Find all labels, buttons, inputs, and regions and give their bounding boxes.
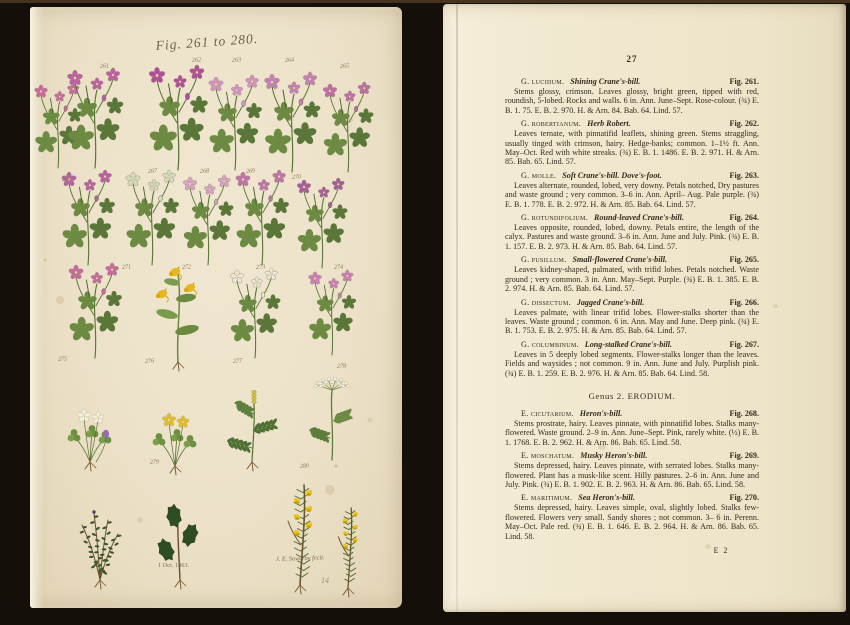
figure-number-label: 277: [232, 357, 243, 365]
species-name: G. robertianum.: [521, 119, 582, 129]
entry-description: Leaves palmate, with linear trifid lobes. Flower-stalks shorter than the leaves. Waste ground ; common. 6 in. Ann. May and June. Deep pink. (¾) E. B. 1. 753. E. B. 2. 975. H. & Arn. 85. Bab. 64. Lind. 57.: [505, 307, 759, 336]
entry-header: [505, 255, 759, 264]
species-entry: [505, 171, 759, 209]
figure-reference: Fig. 264.: [729, 213, 759, 223]
entry-description: Leaves opposite, rounded, lobed, downy. Petals entire, the length of the calyx. Pastures and waste ground. 3–6 in. Ann. June and July. Pink. (¾) E. B. 1. 157. E. B. 2. 973. H. & Arn. 85. Bab. 64. Lind. 57.: [505, 223, 759, 251]
entry-header: [505, 171, 759, 180]
figure-number-label: 274: [333, 263, 344, 271]
species-name: G. molle.: [521, 170, 557, 180]
plate-date: 1 Oct. 1863.: [158, 562, 190, 569]
figure-number-label: 270: [291, 173, 302, 181]
entry-header: [505, 298, 759, 307]
figure-reference: Fig. 261.: [729, 77, 759, 86]
page-left-plate: [30, 7, 402, 608]
common-name: Small-flowered Crane's-bill.: [572, 255, 667, 265]
figure-number-label: 263: [231, 56, 242, 64]
figure-reference: Fig. 266.: [729, 297, 759, 307]
figure-number-label: 272: [181, 263, 192, 271]
common-name: Herb Robert.: [587, 119, 631, 129]
figure-number-label: 261: [99, 62, 110, 70]
species-entry: [505, 493, 759, 541]
plate-caption: Fig. 261 to 280.: [155, 30, 259, 53]
species-entry: [505, 298, 759, 336]
species-entry: [505, 340, 759, 378]
figure-number-label: 273: [255, 263, 266, 271]
species-name: G. rotundifolium.: [521, 213, 589, 223]
figure-number-label: 262: [191, 56, 202, 64]
species-name: G. dissectum.: [521, 297, 571, 307]
entry-header: [505, 77, 759, 86]
foxing-spot: [44, 259, 46, 261]
entry-header: [505, 409, 759, 418]
entry-description: Leaves ternate, with pinnatifid leaflets, shining green. Stems straggling, usually tinged with crimson, hairy. Hedge-banks; common. 1–1½ ft. Ann. May–Oct. Red with white streaks. (¾) E. B. 1. 1486. E. B. 2. 971. H. & Arn. 85. Bab. 65. Lind. 57.: [505, 129, 759, 167]
entry-description: Stems glossy, crimson. Leaves glossy, bright green, tipped with red, roundish, 5-lobed. Rocks and walls. 6 in. Ann. June–Sept. Rose-colour. (¾) E. B. 1. 75. E. B. 2. 970. H. & Arn. 84. Bab. 64. Lind. 57.: [505, 87, 759, 115]
species-entry: [505, 213, 759, 251]
figure-reference: Fig. 262.: [729, 119, 759, 129]
common-name: Heron's-bill.: [579, 408, 623, 418]
foxing-spot: [325, 485, 335, 495]
figure-number-label: 279: [149, 458, 160, 466]
entry-header: [505, 493, 759, 502]
figure-number-label: 264: [284, 56, 295, 64]
figure-number-label: 268: [199, 167, 210, 175]
page-number: 27: [626, 54, 638, 64]
pencil-mark: 14: [321, 576, 329, 585]
common-name: Sea Heron's-bill.: [578, 493, 635, 503]
species-entry: [505, 255, 759, 293]
figure-number-label: 275: [57, 355, 68, 363]
printers-signature: E 2: [713, 546, 729, 555]
foxing-spot: [56, 296, 64, 304]
species-entry: [505, 119, 759, 167]
species-name: G. columbinum.: [521, 339, 579, 349]
entry-description: Leaves kidney-shaped, palmated, with trifid lobes. Petals notched. Waste ground ; very common. 3 in. Ann. May–Sept. Purple. (¾) E. B. 1. 385. E. B. 2. 974. H. & Arn. 85. Bab. 64. Lind. 57.: [505, 265, 759, 294]
figure-number-label: 266: [61, 175, 72, 183]
species-entry: [505, 451, 759, 489]
foxing-spot: [335, 465, 338, 468]
figure-number-label: 278: [336, 362, 347, 370]
figure-reference: Fig. 269.: [729, 451, 759, 461]
entry-description: Stems prostrate, hairy. Leaves pinnate, with pinnatifid lobes. Stalks many-flowered. Waste ground. 2–9 in. Ann. June–Sept. Pink, rarely white. (½) E. B. 1. 1768. E. B. 2. 962. H. & Arn. 86. Bab. 65. Lind. 58.: [505, 418, 759, 447]
species-name: E. moschatum.: [521, 451, 575, 461]
page-right-text: [443, 4, 846, 612]
species-name: E. maritimum.: [521, 493, 573, 503]
text-column: [505, 54, 759, 555]
figure-reference: Fig. 268.: [729, 408, 759, 418]
common-name: Long-stalked Crane's-bill.: [584, 339, 673, 349]
entry-description: Leaves in 5 deeply lobed segments. Flower-stalks longer than the leaves. Fields and waysides ; not common. 9 in. Ann. June and July. Purplish pink. (¾) E. B. 1. 259. E. B. 2. 976. H. & Arn. 85. Bab. 64. Lind. 58.: [505, 349, 759, 378]
figure-number-label: 271: [121, 263, 132, 271]
species-entries: [505, 77, 759, 541]
foxing-spot: [347, 117, 353, 123]
common-name: Musky Heron's-bill.: [580, 451, 648, 461]
figure-number-label: 276: [144, 357, 155, 365]
figure-reference: Fig. 267.: [729, 339, 759, 349]
engraver-credit: J. E. Sowerby fecit.: [275, 554, 325, 563]
figure-number-label: 280: [299, 462, 310, 470]
species-entry: [505, 77, 759, 115]
entry-header: [505, 340, 759, 349]
common-name: Round-leaved Crane's-bill.: [594, 213, 684, 223]
entry-header: [505, 213, 759, 222]
entry-header: [505, 451, 759, 460]
figure-number-label: 265: [339, 62, 350, 70]
genus-heading: Genus 2. ERODIUM.: [588, 390, 676, 401]
species-name: E. cicutarium.: [521, 408, 574, 418]
common-name: Jagged Crane's-bill.: [576, 297, 645, 307]
species-entry: [505, 409, 759, 447]
foxing-spot: [368, 418, 373, 423]
entry-description: Stems depressed, hairy. Leaves pinnate, with serrated lobes. Stalks many-flowered. Plant has a musk-like scent. Hilly pastures. 2–6 in. Ann. June and July. Pink. (¾) E. B. 1. 902. E. B. 2. 963. H. & Arn. 86. Bab. 65. Lind. 58.: [505, 461, 759, 489]
entry-description: Leaves alternate, rounded, lobed, very downy. Petals notched, Dry pastures and waste ground ; very common. 3–6 in. Ann. April– Aug. Pale purple. (¾) E. B. 1. 778. E. B. 2. 972. H. & Arn. 85. Bab. 64. Lind. 57.: [505, 180, 759, 209]
species-name: G. lucidum.: [521, 77, 565, 86]
common-name: Shining Crane's-bill.: [570, 77, 641, 86]
foxing-spot: [773, 304, 778, 308]
entry-header: [505, 119, 759, 128]
figure-reference: Fig. 270.: [729, 493, 759, 503]
botanical-plate-illustration: [30, 7, 402, 608]
foxing-spot: [137, 517, 143, 523]
figure-number-label: 267: [147, 167, 158, 175]
entry-description: Stems depressed, hairy. Leaves simple, oval, slightly lobed. Stalks few-flowered. Flowers very small. Sandy shores ; not common. 3– 6 in. Perenn. May–Oct. Pale red. (¾) E. B. 1. 646. E. B. 2. 964. H. & Arn. 86. Bab. 65. Lind. 58.: [505, 503, 759, 541]
figure-reference: Fig. 263.: [729, 170, 759, 180]
common-name: Soft Crane's-bill. Dove's-foot.: [562, 170, 662, 180]
figure-number-label: 269: [245, 167, 256, 175]
figure-reference: Fig. 265.: [729, 255, 759, 265]
species-name: G. pusillum.: [521, 255, 567, 265]
